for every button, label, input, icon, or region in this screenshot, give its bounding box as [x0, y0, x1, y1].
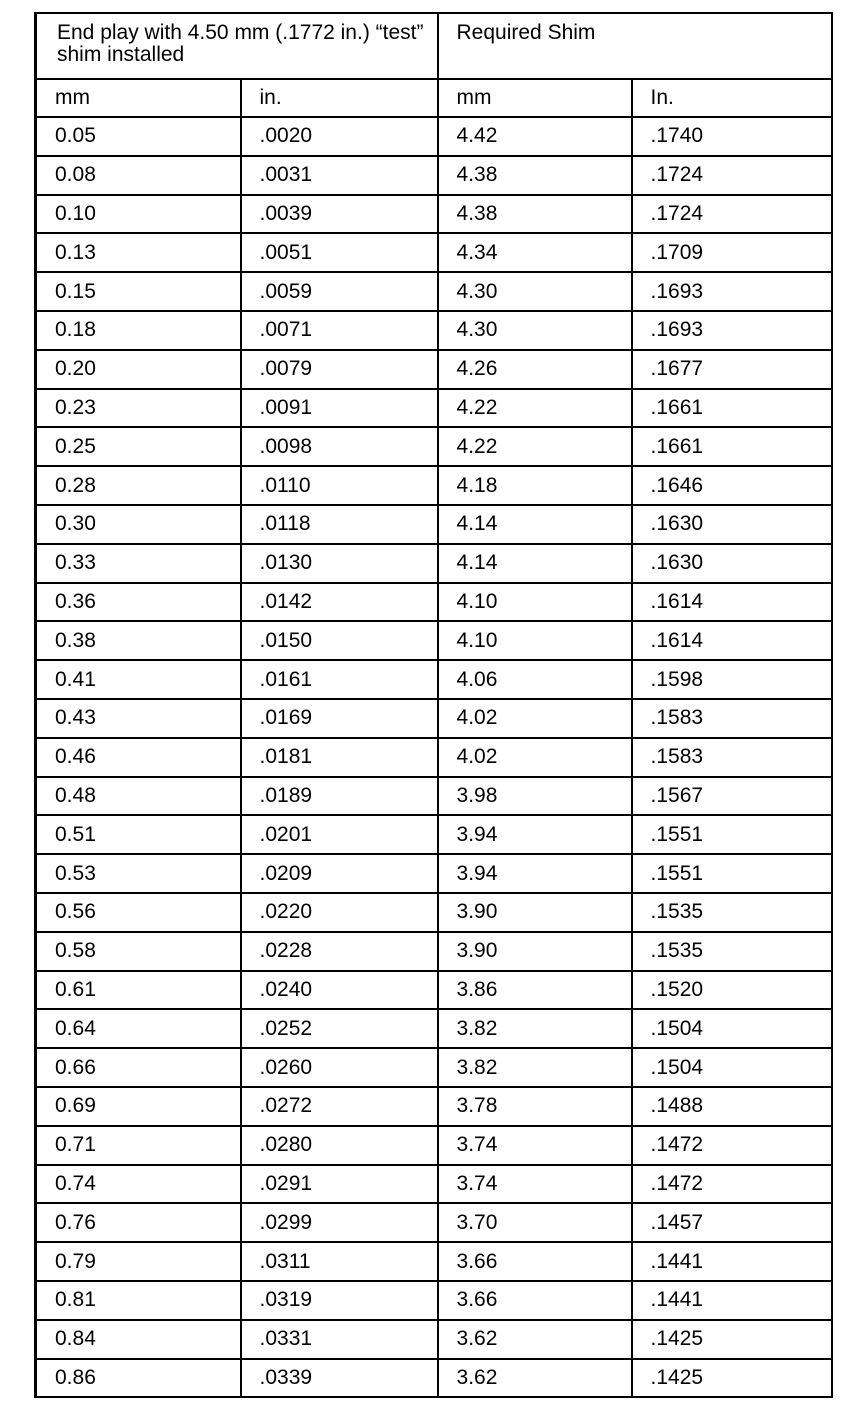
table-row	[36, 777, 832, 816]
shim-mm-cell: 4.42	[438, 117, 632, 156]
end-play-in-cell: .0091	[241, 389, 438, 428]
end-play-in-cell: .0272	[241, 1087, 438, 1126]
shim-mm-cell: 4.02	[438, 738, 632, 777]
shim-in-cell: .1520	[632, 971, 832, 1010]
end-play-in-cell: .0130	[241, 544, 438, 583]
shim-in-cell: .1661	[632, 427, 832, 466]
end-play-mm-cell: 0.53	[36, 854, 241, 893]
end-play-mm-cell: 0.84	[36, 1320, 241, 1359]
shim-in-cell: .1630	[632, 505, 832, 544]
end-play-in-cell: .0260	[241, 1048, 438, 1087]
end-play-mm-cell: 0.08	[36, 156, 241, 195]
table-row	[36, 660, 832, 699]
shim-in-cell: .1646	[632, 466, 832, 505]
table-row	[36, 311, 832, 350]
table-row	[36, 1009, 832, 1048]
shim-mm-cell: 4.06	[438, 660, 632, 699]
shim-mm-cell: 3.62	[438, 1320, 632, 1359]
end-play-mm-cell: 0.48	[36, 777, 241, 816]
end-play-mm-cell: 0.05	[36, 117, 241, 156]
table-row	[36, 932, 832, 971]
shim-in-cell: .1583	[632, 699, 832, 738]
shim-mm-cell: 4.22	[438, 389, 632, 428]
end-play-in-cell: .0319	[241, 1281, 438, 1320]
shim-in-cell: .1504	[632, 1009, 832, 1048]
end-play-mm-cell: 0.18	[36, 311, 241, 350]
end-play-mm-cell: 0.69	[36, 1087, 241, 1126]
shim-in-cell: .1567	[632, 777, 832, 816]
shim-in-cell: .1441	[632, 1242, 832, 1281]
table-row	[36, 1165, 832, 1204]
shim-mm-header: mm	[438, 79, 632, 117]
shim-mm-cell: 4.10	[438, 583, 632, 622]
shim-in-cell: .1504	[632, 1048, 832, 1087]
shim-in-cell: .1693	[632, 311, 832, 350]
shim-mm-cell: 4.14	[438, 505, 632, 544]
end-play-in-cell: .0079	[241, 350, 438, 389]
shim-in-cell: .1661	[632, 389, 832, 428]
end-play-in-cell: .0339	[241, 1359, 438, 1398]
shim-mm-cell: 3.62	[438, 1359, 632, 1398]
shim-mm-cell: 3.70	[438, 1203, 632, 1242]
shim-mm-cell: 3.98	[438, 777, 632, 816]
end-play-mm-cell: 0.58	[36, 932, 241, 971]
table-row	[36, 583, 832, 622]
shim-mm-cell: 4.30	[438, 272, 632, 311]
shim-in-cell: .1425	[632, 1320, 832, 1359]
table-row	[36, 738, 832, 777]
group-header-row	[36, 13, 832, 79]
table-row	[36, 1203, 832, 1242]
end-play-in-cell: .0252	[241, 1009, 438, 1048]
end-play-in-cell: .0059	[241, 272, 438, 311]
shim-in-header: In.	[632, 79, 832, 117]
shim-mm-cell: 4.18	[438, 466, 632, 505]
shim-mm-cell: 3.82	[438, 1009, 632, 1048]
shim-in-cell: .1614	[632, 583, 832, 622]
end-play-in-cell: .0220	[241, 893, 438, 932]
table-row	[36, 1087, 832, 1126]
table-row	[36, 1242, 832, 1281]
shim-in-cell: .1724	[632, 156, 832, 195]
table-row	[36, 1048, 832, 1087]
end-play-mm-cell: 0.33	[36, 544, 241, 583]
end-play-in-cell: .0150	[241, 621, 438, 660]
end-play-mm-cell: 0.46	[36, 738, 241, 777]
shim-mm-cell: 3.90	[438, 893, 632, 932]
end-play-mm-cell: 0.81	[36, 1281, 241, 1320]
end-play-in-cell: .0118	[241, 505, 438, 544]
table-row	[36, 544, 832, 583]
shim-in-cell: .1551	[632, 854, 832, 893]
end-play-in-cell: .0181	[241, 738, 438, 777]
shim-in-cell: .1441	[632, 1281, 832, 1320]
table-row	[36, 1126, 832, 1165]
end-play-in-cell: .0280	[241, 1126, 438, 1165]
end-play-in-cell: .0299	[241, 1203, 438, 1242]
shim-in-cell: .1724	[632, 195, 832, 234]
shim-mm-cell: 3.74	[438, 1126, 632, 1165]
end-play-in-cell: .0331	[241, 1320, 438, 1359]
end-play-in-cell: .0201	[241, 815, 438, 854]
table-row	[36, 466, 832, 505]
end-play-mm-cell: 0.43	[36, 699, 241, 738]
end-play-in-cell: .0161	[241, 660, 438, 699]
shim-in-cell: .1488	[632, 1087, 832, 1126]
shim-mm-cell: 4.26	[438, 350, 632, 389]
shim-selection-table	[34, 12, 833, 1398]
end-play-mm-cell: 0.30	[36, 505, 241, 544]
end-play-in-cell: .0189	[241, 777, 438, 816]
end-play-in-cell: .0169	[241, 699, 438, 738]
end-play-in-cell: .0142	[241, 583, 438, 622]
end-play-in-cell: .0031	[241, 156, 438, 195]
end-play-mm-cell: 0.15	[36, 272, 241, 311]
table-row	[36, 233, 832, 272]
end-play-in-cell: .0071	[241, 311, 438, 350]
shim-in-cell: .1535	[632, 893, 832, 932]
end-play-mm-cell: 0.64	[36, 1009, 241, 1048]
shim-mm-cell: 3.94	[438, 854, 632, 893]
shim-in-cell: .1535	[632, 932, 832, 971]
shim-in-cell: .1551	[632, 815, 832, 854]
table-row	[36, 815, 832, 854]
shim-mm-cell: 4.38	[438, 156, 632, 195]
table-row	[36, 854, 832, 893]
table-row	[36, 156, 832, 195]
table-row	[36, 117, 832, 156]
shim-mm-cell: 4.02	[438, 699, 632, 738]
end-play-mm-cell: 0.20	[36, 350, 241, 389]
shim-in-cell: .1457	[632, 1203, 832, 1242]
end-play-in-cell: .0110	[241, 466, 438, 505]
table-row	[36, 699, 832, 738]
end-play-mm-cell: 0.41	[36, 660, 241, 699]
shim-in-cell: .1677	[632, 350, 832, 389]
shim-mm-cell: 3.74	[438, 1165, 632, 1204]
shim-mm-cell: 4.22	[438, 427, 632, 466]
shim-in-cell: .1472	[632, 1126, 832, 1165]
shim-in-cell: .1425	[632, 1359, 832, 1398]
table-row	[36, 505, 832, 544]
shim-mm-cell: 4.10	[438, 621, 632, 660]
end-play-mm-cell: 0.61	[36, 971, 241, 1010]
table-row	[36, 272, 832, 311]
end-play-in-cell: .0240	[241, 971, 438, 1010]
end-play-in-cell: .0051	[241, 233, 438, 272]
shim-mm-cell: 3.78	[438, 1087, 632, 1126]
shim-mm-cell: 4.14	[438, 544, 632, 583]
end-play-mm-cell: 0.86	[36, 1359, 241, 1398]
table-row	[36, 1320, 832, 1359]
table-row	[36, 1359, 832, 1398]
shim-mm-cell: 4.38	[438, 195, 632, 234]
end-play-in-cell: .0020	[241, 117, 438, 156]
shim-in-cell: .1709	[632, 233, 832, 272]
end-play-mm-cell: 0.71	[36, 1126, 241, 1165]
shim-mm-cell: 4.34	[438, 233, 632, 272]
table-row	[36, 1281, 832, 1320]
shim-mm-cell: 3.66	[438, 1242, 632, 1281]
end-play-in-cell: .0098	[241, 427, 438, 466]
end-play-mm-header: mm	[36, 79, 241, 117]
end-play-mm-cell: 0.56	[36, 893, 241, 932]
shim-mm-cell: 3.86	[438, 971, 632, 1010]
shim-in-cell: .1472	[632, 1165, 832, 1204]
end-play-mm-cell: 0.36	[36, 583, 241, 622]
table-row	[36, 350, 832, 389]
shim-in-cell: .1598	[632, 660, 832, 699]
table-row	[36, 195, 832, 234]
end-play-mm-cell: 0.51	[36, 815, 241, 854]
end-play-mm-cell: 0.38	[36, 621, 241, 660]
end-play-in-cell: .0311	[241, 1242, 438, 1281]
end-play-mm-cell: 0.66	[36, 1048, 241, 1087]
shim-in-cell: .1630	[632, 544, 832, 583]
shim-mm-cell: 3.94	[438, 815, 632, 854]
shim-mm-cell: 3.82	[438, 1048, 632, 1087]
unit-header-row	[36, 79, 832, 117]
end-play-mm-cell: 0.76	[36, 1203, 241, 1242]
shim-in-cell: .1740	[632, 117, 832, 156]
table-row	[36, 621, 832, 660]
shim-in-cell: .1614	[632, 621, 832, 660]
end-play-in-header: in.	[241, 79, 438, 117]
end-play-mm-cell: 0.23	[36, 389, 241, 428]
end-play-mm-cell: 0.10	[36, 195, 241, 234]
shim-in-cell: .1583	[632, 738, 832, 777]
shim-mm-cell: 4.30	[438, 311, 632, 350]
end-play-mm-cell: 0.25	[36, 427, 241, 466]
table-row	[36, 389, 832, 428]
end-play-mm-cell: 0.74	[36, 1165, 241, 1204]
end-play-mm-cell: 0.13	[36, 233, 241, 272]
shim-mm-cell: 3.66	[438, 1281, 632, 1320]
end-play-in-cell: .0291	[241, 1165, 438, 1204]
shim-mm-cell: 3.90	[438, 932, 632, 971]
shim-in-cell: .1693	[632, 272, 832, 311]
end-play-mm-cell: 0.28	[36, 466, 241, 505]
end-play-in-cell: .0209	[241, 854, 438, 893]
end-play-header: End play with 4.50 mm (.1772 in.) “test” shim installed	[36, 13, 438, 79]
required-shim-header: Required Shim	[438, 13, 832, 79]
table-row	[36, 971, 832, 1010]
end-play-in-cell: .0039	[241, 195, 438, 234]
end-play-mm-cell: 0.79	[36, 1242, 241, 1281]
end-play-in-cell: .0228	[241, 932, 438, 971]
table-row	[36, 427, 832, 466]
table-body	[36, 13, 832, 1397]
table-row	[36, 893, 832, 932]
